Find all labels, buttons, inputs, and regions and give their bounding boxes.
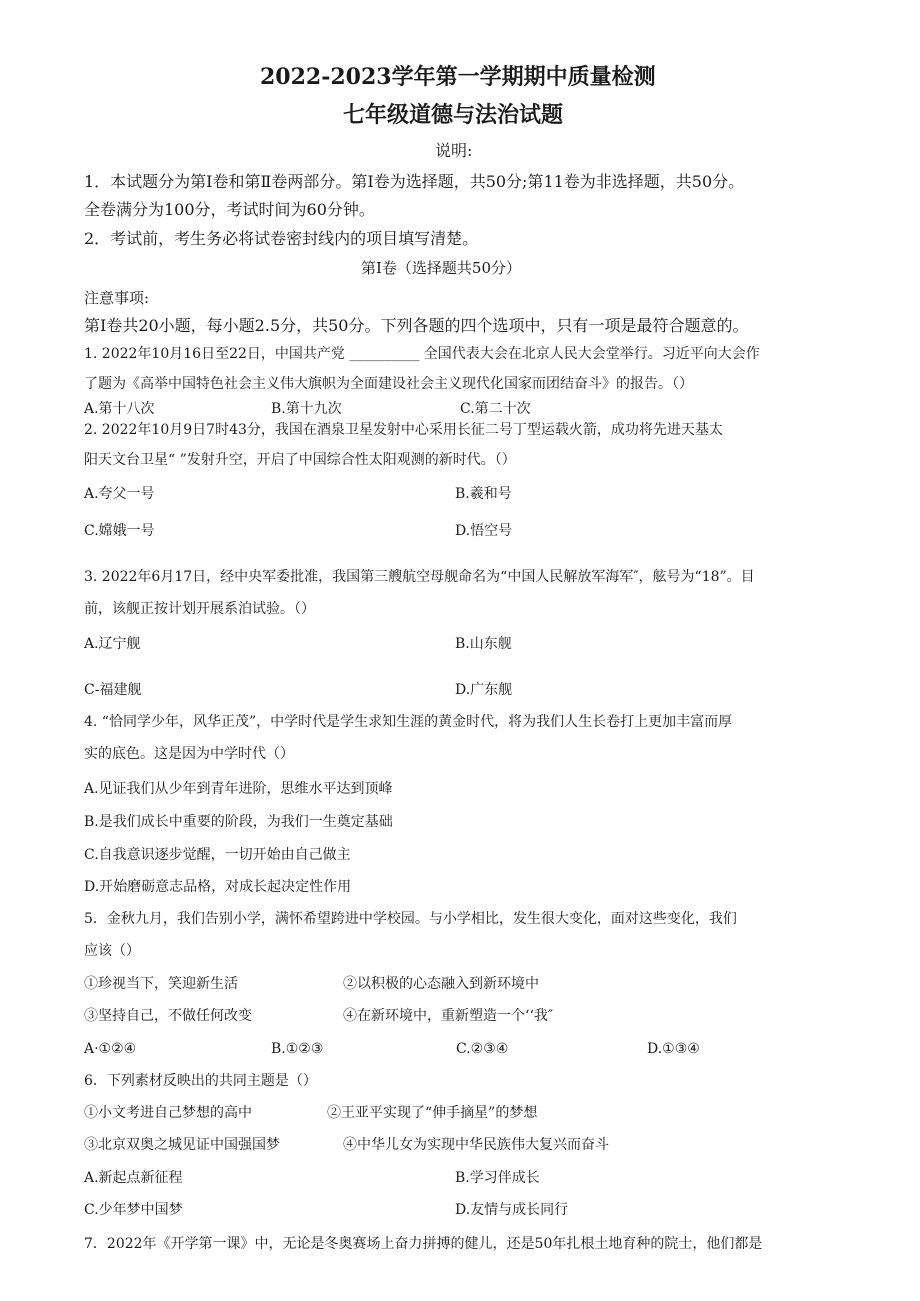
instruction-1-line1: 1．本试题分为第Ⅰ卷和第Ⅱ卷两部分。第Ⅰ卷为选择题，共50分;第11卷为非选择题，共50分。 xyxy=(84,172,745,191)
q6-option-d: D.友情与成长同行 xyxy=(455,1202,569,1218)
q5-option-c: C.②③④ xyxy=(456,1041,509,1057)
q1-stem-line2: 了题为《高举中国特色社会主义伟大旗帜为全面建设社会主义现代化国家而团结奋斗》的报告。（） xyxy=(84,376,693,392)
notes-label: 注意事项: xyxy=(84,289,150,307)
q2-option-a: A.夸父一号 xyxy=(84,486,155,502)
q6-statement-3: ③北京双奥之城见证中国强国梦 xyxy=(84,1137,280,1153)
q6-statement-2: ②王亚平实现了“伸手摘星”的梦想 xyxy=(327,1105,538,1121)
q3-stem-line2: 前，该舰正按计划开展系泊试验。（） xyxy=(84,601,315,617)
q6-statement-1: ①小文考进自己梦想的高中 xyxy=(84,1105,252,1121)
exam-title: 2022-2023学年第一学期期中质量检测 xyxy=(260,64,656,90)
q3-option-a: A.辽宁舰 xyxy=(84,636,141,652)
q2-option-d: D.悟空号 xyxy=(455,523,513,539)
q2-stem-line2: 阳天文台卫星“ ”发射升空，开启了中国综合性太阳观测的新时代。（） xyxy=(84,452,516,468)
instructions-heading: 说明: xyxy=(435,141,473,160)
q5-stem-line2: 应该（） xyxy=(84,943,140,959)
q4-stem-line1: 4. “恰同学少年，风华正茂”，中学时代是学生求知生涯的黄金时代，将为我们人生长卷打上更加丰富而厚 xyxy=(84,714,733,730)
q5-stem-line1: 5．金秋九月，我们告别小学，满怀希望跨进中学校园。与小学相比，发生很大变化，面对这些变化，我们 xyxy=(84,911,737,927)
q5-option-b: B.①②③ xyxy=(271,1041,324,1057)
section-heading: 第Ⅰ卷（选择题共50分） xyxy=(361,259,522,277)
q1-stem-line1: 1. 2022年10月16日至22日，中国共产党 __________ 全国代表大会在北京人民大会堂举行。习近平向大会作 xyxy=(84,346,760,362)
q2-option-c: C.嫦娥一号 xyxy=(84,523,155,539)
q2-stem-line1: 2. 2022年10月9日7时43分，我国在酒泉卫星发射中心采用长征二号丁型运载火箭，成功将先进天基太 xyxy=(84,422,723,438)
q4-stem-line2: 实的底色。这是因为中学时代（） xyxy=(84,746,294,762)
q5-statement-4: ④在新环境中，重新塑造一个‘‘我″ xyxy=(343,1008,554,1024)
q3-option-b: B.山东舰 xyxy=(455,636,512,652)
q6-option-b: B.学习伴成长 xyxy=(455,1170,540,1186)
q1-option-b: B.第十九次 xyxy=(271,401,342,417)
q3-stem-line1: 3. 2022年6月17日，经中央军委批准，我国第三艘航空母舰命名为“中国人民解放军海军″，舷号为“18”。目 xyxy=(84,569,755,585)
q4-option-d: D.开始磨砺意志品格，对成长起决定性作用 xyxy=(84,879,352,895)
notes-text: 第Ⅰ卷共20小题，每小题2.5分，共50分。下列各题的四个选项中，只有一项是最符合题意的。 xyxy=(84,316,749,335)
q5-statement-2: ②以积极的心态融入到新环境中 xyxy=(343,976,539,992)
q4-option-a: A.见证我们从少年到青年进阶，思维水平达到顶峰 xyxy=(84,781,393,797)
q1-option-c: C.第二十次 xyxy=(460,401,531,417)
exam-subtitle: 七年级道德与法治试题 xyxy=(343,102,564,128)
q3-option-c: C-福建舰 xyxy=(84,682,142,698)
q4-option-c: C.自我意识逐步觉醒，一切开始由自己做主 xyxy=(84,847,351,863)
q6-statement-4: ④中华儿女为实现中华民族伟大复兴而奋斗 xyxy=(343,1137,609,1153)
q1-option-a: A.第十八次 xyxy=(84,401,155,417)
q6-stem: 6．下列素材反映出的共同主题是（） xyxy=(84,1073,317,1089)
q6-option-a: A.新起点新征程 xyxy=(84,1170,183,1186)
instruction-2: 2．考试前，考生务必将试卷密封线内的项目填写清楚。 xyxy=(84,229,479,248)
q5-option-d: D.①③④ xyxy=(647,1041,700,1057)
q5-statement-1: ①珍视当下，笑迎新生活 xyxy=(84,976,238,992)
instruction-1-line2: 全卷满分为100分，考试时间为60分钟。 xyxy=(84,200,375,219)
q3-option-d: D.广东舰 xyxy=(455,682,513,698)
q5-statement-3: ③坚持自己，不做任何改变 xyxy=(84,1008,252,1024)
q4-option-b: B.是我们成长中重要的阶段，为我们一生奠定基础 xyxy=(84,814,393,830)
q7-stem-line1: 7．2022年《开学第一课》中，无论是冬奥赛场上奋力拼搏的健儿，还是50年扎根土地育种的院士，他们都是 xyxy=(84,1236,763,1252)
q2-option-b: B.羲和号 xyxy=(455,486,512,502)
q5-option-a: A·①②④ xyxy=(84,1041,137,1057)
q6-option-c: C.少年梦中国梦 xyxy=(84,1202,183,1218)
